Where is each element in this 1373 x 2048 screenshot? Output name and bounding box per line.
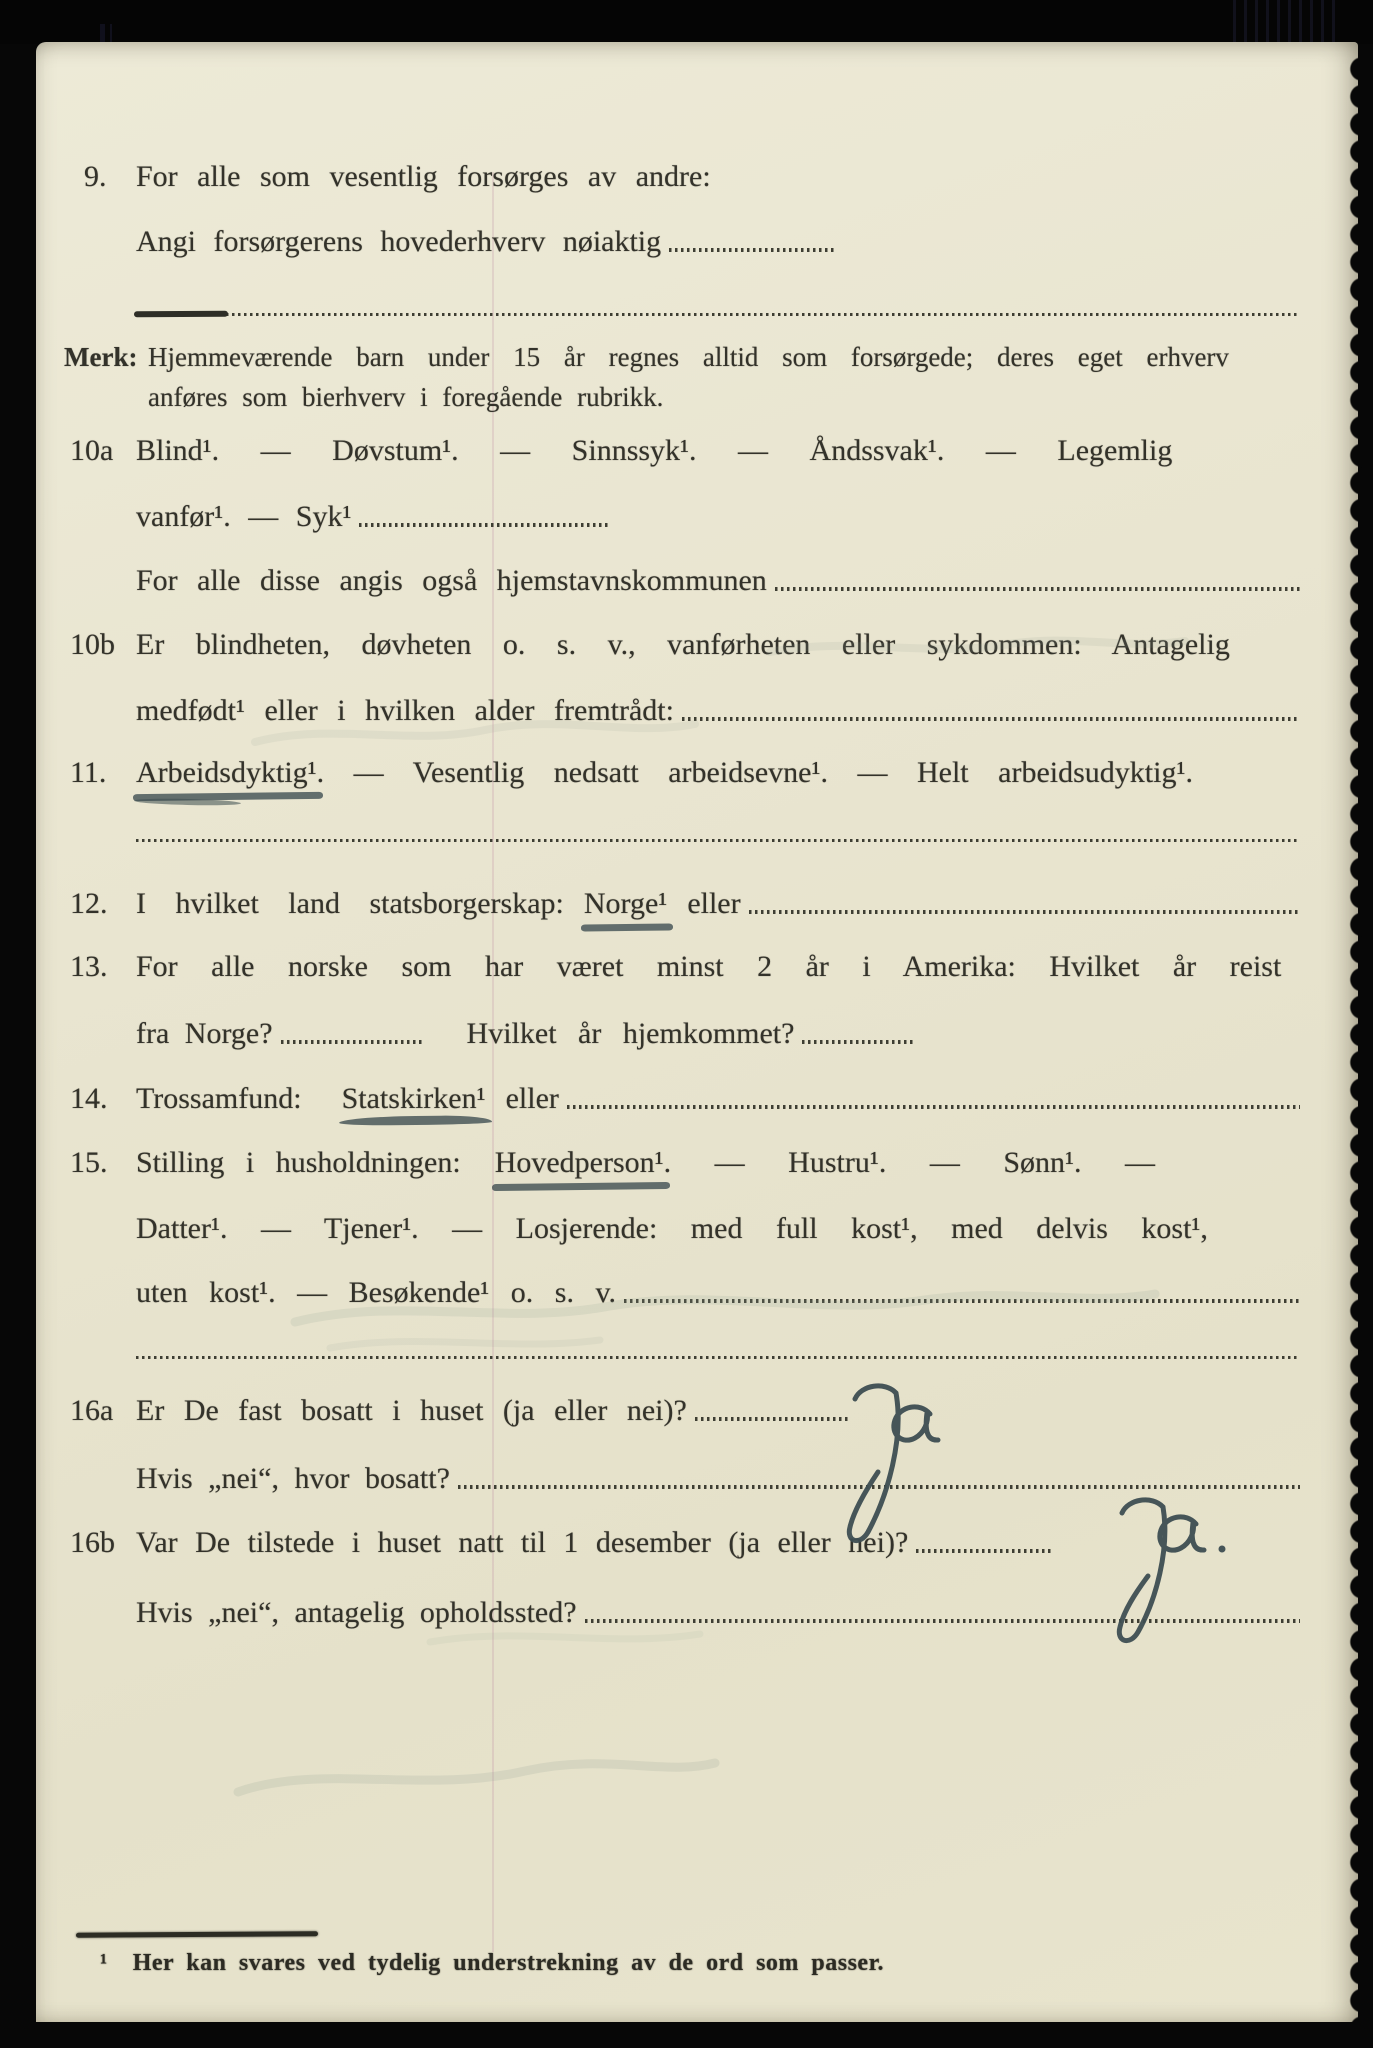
question-11-line-1 [70, 756, 1302, 790]
note-text: anføres som bierhverv i foregående rubrikk. [148, 382, 664, 412]
note-label: Merk: [64, 342, 138, 372]
dotted-answer-line [916, 1549, 1054, 1553]
footnote-text: ¹ Her kan svares ved tydelig understrekning av de ord som passer. [100, 1950, 885, 1976]
dotted-answer-line [802, 1040, 914, 1044]
question-16b-line-1 [70, 1526, 1302, 1560]
question-text: Blind¹. — Døvstum¹. — Sinnssyk¹. — Åndssvak¹. — Legemlig [136, 434, 1173, 467]
dotted-answer-line [682, 717, 1300, 721]
question-text: fra Norge? [136, 1017, 273, 1050]
dotted-answer-line [567, 1105, 1300, 1109]
question-10b-line-1 [70, 628, 1302, 662]
question-9-line-1 [84, 160, 1302, 194]
question-text: eller [505, 1082, 559, 1115]
question-text: Hvis „nei“, antagelig opholdssted? [136, 1596, 577, 1629]
question-text: Hvilket år hjemkommet? [466, 1017, 795, 1050]
question-text: . — Hustru¹. — Sønn¹. — [663, 1146, 1156, 1179]
question-number: 11. [70, 756, 107, 789]
footnote-rule [76, 1931, 318, 1937]
underlined-answer-hovedperson: Hovedperson¹ [494, 1146, 664, 1179]
underlined-answer-norge: Norge¹ [583, 887, 668, 920]
question-number: 12. [70, 887, 108, 920]
question-10a-line-3 [136, 564, 1302, 598]
note-merk-line-1 [64, 342, 1302, 373]
film-notch [100, 24, 105, 44]
question-16b-line-2 [136, 1596, 1302, 1630]
dotted-answer-line [695, 1417, 850, 1421]
dotted-answer-line [669, 248, 834, 252]
question-14-line-1 [70, 1082, 1302, 1116]
question-text: Er De fast bosatt i huset (ja eller nei)? [136, 1394, 687, 1427]
dotted-answer-line [136, 839, 1300, 842]
underlined-answer-arbeidsdyktig: Arbeidsdyktig¹ [136, 756, 317, 789]
question-9-line-2 [136, 225, 1302, 259]
question-16a-line-1 [70, 1394, 1302, 1428]
dotted-answer-line [136, 1356, 1300, 1359]
perforated-edge [1341, 56, 1362, 2024]
question-15-line-2 [136, 1212, 1302, 1246]
film-strip-top-border [0, 0, 1373, 44]
dotted-answer-line [281, 1040, 423, 1044]
question-text: Stilling i husholdningen: [136, 1146, 461, 1179]
underlined-answer-statskirken: Statskirken¹ [341, 1082, 486, 1115]
question-16a-line-2 [136, 1462, 1302, 1496]
dotted-answer-line [136, 313, 1300, 316]
question-text: vanfør¹. — Syk¹ [136, 500, 352, 533]
question-number: 16a [70, 1394, 114, 1427]
question-10b-line-2 [136, 694, 1302, 728]
ink-smudge [134, 311, 228, 317]
film-notch [110, 24, 112, 44]
question-text: Er blindheten, døvheten o. s. v., vanførheten eller sykdommen: Antagelig [136, 628, 1230, 661]
question-text: medfødt¹ eller i hvilken alder fremtrådt: [136, 694, 674, 727]
question-text: For alle disse angis også hjemstavnskommunen [136, 564, 767, 597]
question-text: uten kost¹. — Besøkende¹ o. s. v. [136, 1276, 617, 1309]
question-15-line-3 [136, 1276, 1302, 1310]
dotted-answer-line [458, 1485, 1300, 1489]
question-text: Angi forsørgerens hovederhverv nøiaktig [136, 225, 662, 258]
film-edge-striations [1233, 0, 1343, 44]
question-text: I hvilket land statsborgerskap: [136, 887, 564, 920]
question-number: 9. [84, 160, 107, 193]
paper-sheet [36, 42, 1358, 2022]
question-text: For alle norske som har været minst 2 år i Amerika: Hvilket år reist [136, 950, 1282, 983]
dotted-answer-line [359, 523, 611, 527]
question-text: Hvis „nei“, hvor bosatt? [136, 1462, 450, 1495]
footnote [100, 1950, 1302, 1977]
question-text: For alle som vesentlig forsørges av andre: [136, 160, 711, 193]
question-text: Datter¹. — Tjener¹. — Losjerende: med full kost¹, med delvis kost¹, [136, 1212, 1208, 1245]
dotted-answer-line [585, 1619, 1300, 1623]
dotted-answer-line [624, 1299, 1300, 1303]
dotted-answer-line [775, 587, 1300, 591]
question-13-line-2 [136, 1017, 1302, 1051]
question-10a-line-1 [70, 434, 1302, 468]
question-text: Trossamfund: [136, 1082, 302, 1115]
note-text: Hjemmeværende barn under 15 år regnes alltid som forsørgede; deres eget erhverv [148, 342, 1229, 372]
question-number: 15. [70, 1146, 108, 1179]
question-15-line-1 [70, 1146, 1302, 1180]
question-number: 13. [70, 950, 108, 983]
question-13-line-1 [70, 950, 1302, 984]
question-text: Var De tilstede i huset natt til 1 desember (ja eller nei)? [136, 1526, 909, 1559]
question-number: 10a [70, 434, 114, 467]
note-merk-line-2 [148, 382, 1302, 413]
question-12-line-1 [70, 887, 1302, 921]
question-number: 14. [70, 1082, 108, 1115]
question-text: eller [687, 887, 741, 920]
question-10a-line-2 [136, 500, 1302, 534]
question-text: . — Vesentlig nedsatt arbeidsevne¹. — Helt arbeidsudyktig¹. [316, 756, 1193, 789]
question-number: 16b [70, 1526, 115, 1559]
dotted-answer-line [749, 910, 1300, 914]
question-number: 10b [70, 628, 115, 661]
